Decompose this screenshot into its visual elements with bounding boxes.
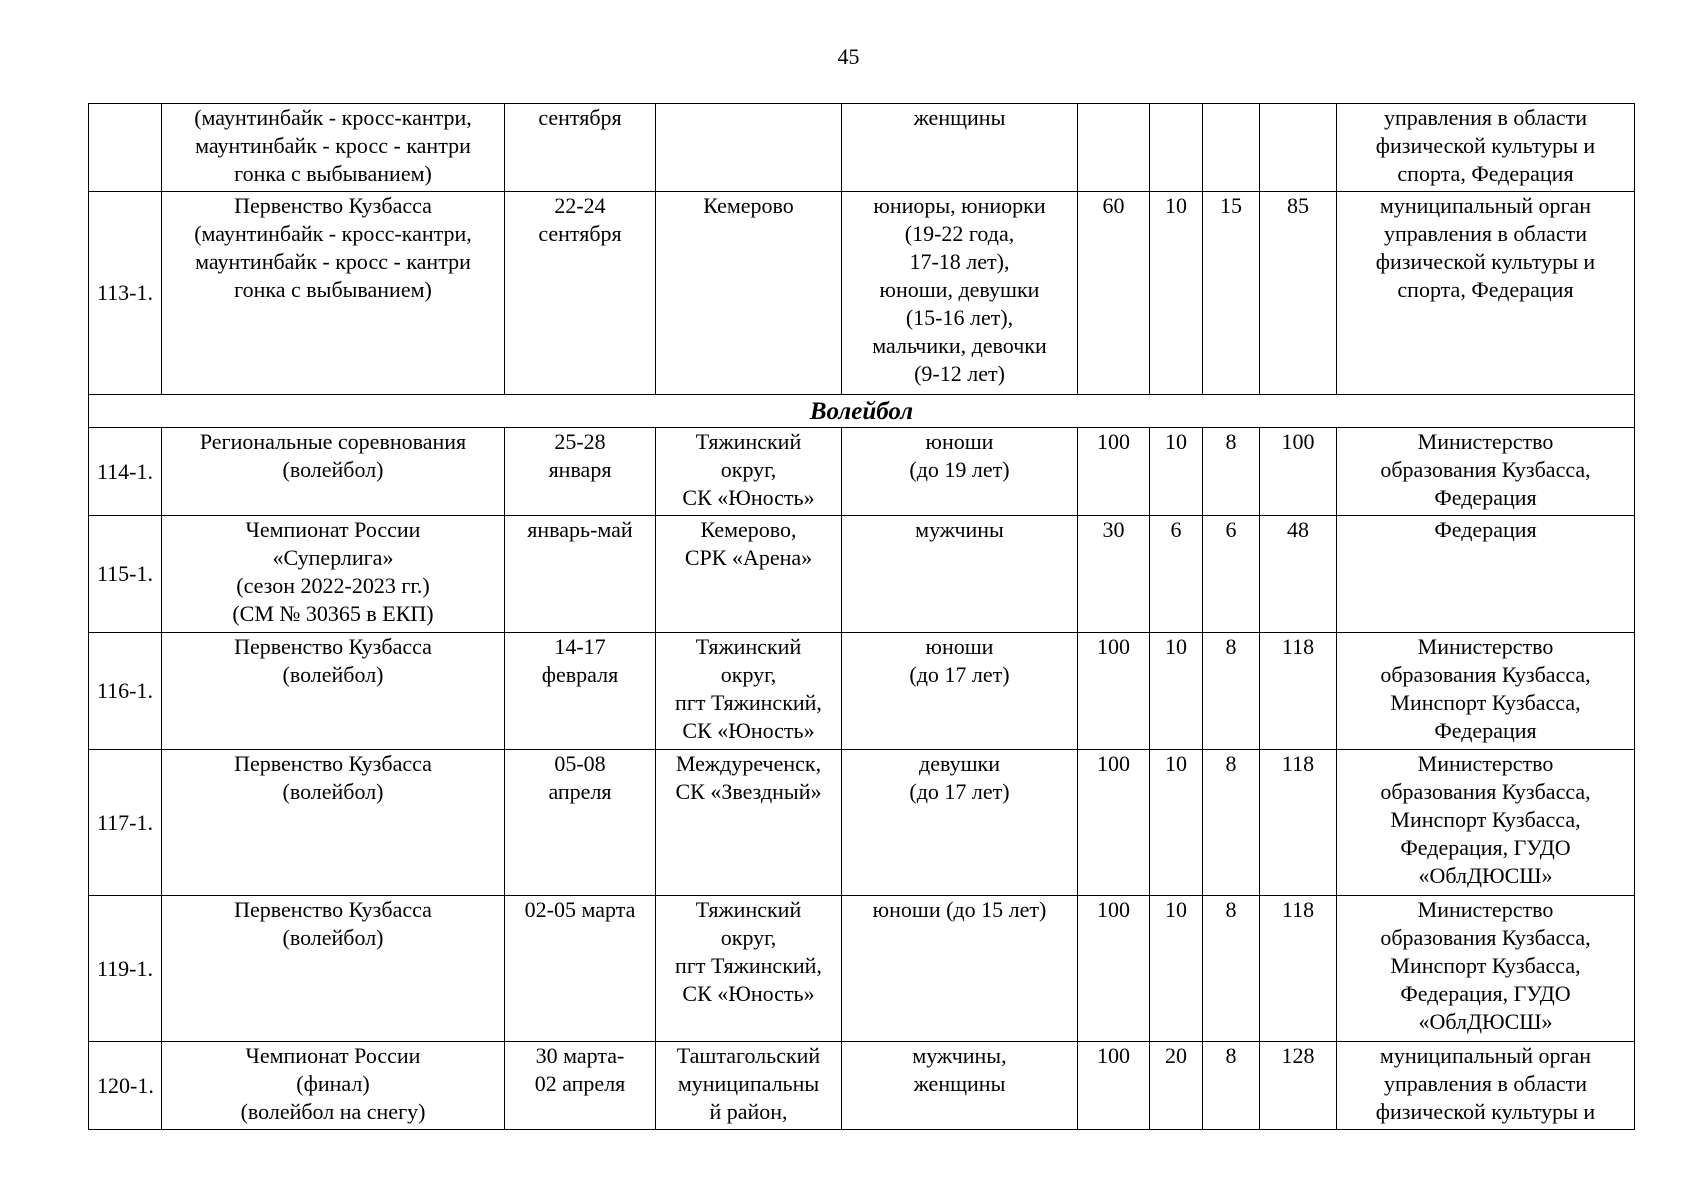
event-place — [656, 896, 842, 1042]
count-total: 118 — [1260, 896, 1337, 1042]
count-3: 15 — [1203, 192, 1260, 395]
event-number: 119-1. — [89, 896, 162, 1042]
count-1: 60 — [1078, 192, 1150, 395]
section-row — [89, 395, 1635, 428]
event-participants-line: женщины — [913, 105, 1006, 130]
table-row — [89, 104, 1635, 192]
event-place-line: Кемерово, — [700, 517, 797, 542]
event-organizer-line: спорта, Федерация — [1397, 277, 1574, 302]
event-number: 117-1. — [89, 750, 162, 896]
event-place — [656, 633, 842, 750]
event-name — [162, 104, 505, 192]
event-participants — [842, 896, 1078, 1042]
event-dates — [505, 896, 656, 1042]
event-participants-line: (до 19 лет) — [909, 457, 1010, 482]
event-organizer-line: «ОблДЮСШ» — [1418, 1009, 1553, 1034]
event-organizer — [1337, 633, 1635, 750]
event-organizer-line: Федерация — [1434, 485, 1537, 510]
count-2: 10 — [1150, 428, 1203, 516]
event-organizer-line: Министерство — [1417, 751, 1554, 776]
count-3: 8 — [1203, 750, 1260, 896]
event-name-line: (волейбол) — [282, 457, 384, 482]
event-number: 116-1. — [89, 633, 162, 750]
event-place-line: СК «Юность» — [682, 485, 815, 510]
event-organizer-line: образования Кузбасса, — [1380, 925, 1591, 950]
event-name — [162, 750, 505, 896]
count-1: 100 — [1078, 750, 1150, 896]
event-dates — [505, 192, 656, 395]
event-organizer-line: физической культуры и — [1375, 1099, 1596, 1124]
event-organizer-line: управления в области — [1384, 105, 1587, 130]
count-3 — [1203, 104, 1260, 192]
event-organizer-line: Федерация — [1434, 517, 1537, 542]
event-participants-line: юноши — [925, 634, 994, 659]
count-1: 100 — [1078, 428, 1150, 516]
event-organizer-line: Министерство — [1417, 634, 1554, 659]
event-place — [656, 750, 842, 896]
event-organizer-line: спорта, Федерация — [1397, 161, 1574, 186]
event-name — [162, 428, 505, 516]
event-name-line: Чемпионат России — [245, 517, 421, 542]
event-name-line: Первенство Кузбасса — [234, 193, 432, 218]
event-dates-line: 25-28 — [554, 429, 606, 454]
event-dates-line: 02 апреля — [534, 1071, 626, 1096]
event-dates-line: сентября — [538, 221, 622, 246]
event-participants-line: мужчины — [915, 517, 1004, 542]
event-participants — [842, 633, 1078, 750]
event-dates — [505, 428, 656, 516]
event-name — [162, 896, 505, 1042]
count-2 — [1150, 104, 1203, 192]
event-name-line: маунтинбайк - кросс - кантри — [195, 133, 471, 158]
table-row — [89, 516, 1635, 633]
count-total: 118 — [1260, 633, 1337, 750]
event-organizer-line: Министерство — [1417, 429, 1554, 454]
count-total: 100 — [1260, 428, 1337, 516]
table-row — [89, 896, 1635, 1042]
event-organizer — [1337, 896, 1635, 1042]
event-dates-line: 14-17 — [554, 634, 606, 659]
event-number: 113-1. — [89, 192, 162, 395]
count-3: 8 — [1203, 428, 1260, 516]
event-organizer — [1337, 192, 1635, 395]
event-participants — [842, 750, 1078, 896]
event-name-line: (сезон 2022-2023 гг.) — [236, 573, 430, 598]
event-organizer — [1337, 428, 1635, 516]
event-name-line: Первенство Кузбасса — [234, 751, 432, 776]
event-dates-line: апреля — [548, 779, 612, 804]
event-organizer-line: Министерство — [1417, 897, 1554, 922]
event-participants-line: девушки — [919, 751, 1000, 776]
count-total: 118 — [1260, 750, 1337, 896]
event-name-line: (волейбол) — [282, 779, 384, 804]
count-total — [1260, 104, 1337, 192]
event-place — [656, 1042, 842, 1130]
event-dates-line: января — [548, 457, 612, 482]
event-participants-line: (9-12 лет) — [914, 361, 1005, 386]
event-participants — [842, 104, 1078, 192]
event-name-line: гонка с выбыванием) — [234, 277, 432, 302]
event-place-line: пгт Тяжинский, — [675, 690, 822, 715]
event-name-line: гонка с выбыванием) — [234, 161, 432, 186]
event-number: 115-1. — [89, 516, 162, 633]
event-dates — [505, 1042, 656, 1130]
event-organizer-line: Федерация, ГУДО — [1400, 981, 1571, 1006]
event-dates — [505, 104, 656, 192]
count-3: 8 — [1203, 896, 1260, 1042]
event-organizer-line: муниципальный орган — [1379, 1043, 1592, 1068]
event-dates-line: 02-05 марта — [524, 897, 636, 922]
event-number: 120-1. — [89, 1042, 162, 1130]
table-row — [89, 750, 1635, 896]
count-1: 100 — [1078, 633, 1150, 750]
event-organizer — [1337, 104, 1635, 192]
table-row — [89, 633, 1635, 750]
event-participants-line: женщины — [913, 1071, 1006, 1096]
event-dates — [505, 750, 656, 896]
event-name-line: (волейбол на снегу) — [240, 1099, 426, 1124]
event-name-line: Региональные соревнования — [199, 429, 467, 454]
event-dates — [505, 516, 656, 633]
count-2: 10 — [1150, 192, 1203, 395]
event-dates-line: сентября — [538, 105, 622, 130]
event-place-line: Кемерово — [703, 193, 794, 218]
count-1: 30 — [1078, 516, 1150, 633]
event-dates-line: февраля — [541, 662, 619, 687]
count-1 — [1078, 104, 1150, 192]
event-organizer — [1337, 516, 1635, 633]
event-organizer-line: Федерация — [1434, 718, 1537, 743]
event-participants-line: юноши (до 15 лет) — [872, 897, 1047, 922]
event-place-line: пгт Тяжинский, — [675, 953, 822, 978]
count-2: 10 — [1150, 896, 1203, 1042]
event-place-line: й район, — [709, 1099, 788, 1124]
event-place-line: СК «Звездный» — [675, 779, 822, 804]
event-place — [656, 428, 842, 516]
event-name-line: Первенство Кузбасса — [234, 897, 432, 922]
event-name — [162, 1042, 505, 1130]
event-name-line: Первенство Кузбасса — [234, 634, 432, 659]
event-participants — [842, 516, 1078, 633]
event-place-line: Тяжинский — [695, 634, 802, 659]
count-2: 6 — [1150, 516, 1203, 633]
count-1: 100 — [1078, 1042, 1150, 1130]
table-row — [89, 192, 1635, 395]
page-number: 45 — [837, 44, 860, 69]
event-participants — [842, 428, 1078, 516]
event-place-line: СК «Юность» — [682, 981, 815, 1006]
event-participants-line: мальчики, девочки — [872, 333, 1047, 358]
event-place-line: Тяжинский — [695, 429, 802, 454]
count-2: 20 — [1150, 1042, 1203, 1130]
event-name-line: (волейбол) — [282, 662, 384, 687]
count-3: 8 — [1203, 633, 1260, 750]
event-dates-line: январь-май — [527, 517, 633, 542]
event-organizer-line: образования Кузбасса, — [1380, 457, 1591, 482]
event-organizer-line: Минспорт Кузбасса, — [1390, 690, 1581, 715]
event-dates-line: 30 марта- — [535, 1043, 625, 1068]
table-row — [89, 1042, 1635, 1130]
event-place-line: СРК «Арена» — [684, 545, 813, 570]
event-participants-line: (до 17 лет) — [909, 779, 1010, 804]
event-participants-line: (до 17 лет) — [909, 662, 1010, 687]
event-place-line: округ, — [720, 457, 777, 482]
count-2: 10 — [1150, 750, 1203, 896]
event-organizer-line: образования Кузбасса, — [1380, 662, 1591, 687]
count-2: 10 — [1150, 633, 1203, 750]
event-name — [162, 516, 505, 633]
event-name — [162, 633, 505, 750]
event-participants-line: (19-22 года, — [904, 221, 1015, 246]
event-participants — [842, 192, 1078, 395]
event-place — [656, 104, 842, 192]
event-place-line: округ, — [720, 662, 777, 687]
section-title: Волейбол — [89, 395, 1635, 428]
event-place — [656, 192, 842, 395]
event-participants-line: юноши, девушки — [879, 277, 1040, 302]
event-organizer-line: «ОблДЮСШ» — [1418, 863, 1553, 888]
event-name — [162, 192, 505, 395]
event-name-line: (маунтинбайк - кросс-кантри, — [194, 105, 472, 130]
event-place-line: округ, — [720, 925, 777, 950]
event-place-line: СК «Юность» — [682, 718, 815, 743]
event-place-line: муниципальны — [677, 1071, 820, 1096]
count-3: 8 — [1203, 1042, 1260, 1130]
event-participants-line: юниоры, юниорки — [873, 193, 1046, 218]
event-organizer-line: управления в области — [1384, 221, 1587, 246]
event-organizer-line: Минспорт Кузбасса, — [1390, 807, 1581, 832]
count-3: 6 — [1203, 516, 1260, 633]
event-organizer — [1337, 750, 1635, 896]
event-participants-line: 17-18 лет), — [909, 249, 1010, 274]
event-organizer-line: физической культуры и — [1375, 133, 1596, 158]
event-number — [89, 104, 162, 192]
event-name-line: (финал) — [296, 1071, 370, 1096]
event-participants-line: (15-16 лет), — [905, 305, 1014, 330]
event-organizer-line: Федерация, ГУДО — [1400, 835, 1571, 860]
event-organizer-line: управления в области — [1384, 1071, 1587, 1096]
event-organizer-line: Минспорт Кузбасса, — [1390, 953, 1581, 978]
event-participants — [842, 1042, 1078, 1130]
event-name-line: Чемпионат России — [245, 1043, 421, 1068]
event-organizer — [1337, 1042, 1635, 1130]
event-participants-line: юноши — [925, 429, 994, 454]
event-dates-line: 05-08 — [554, 751, 606, 776]
count-total: 85 — [1260, 192, 1337, 395]
event-name-line: (СМ № 30365 в ЕКП) — [232, 601, 434, 626]
event-name-line: (волейбол) — [282, 925, 384, 950]
event-dates — [505, 633, 656, 750]
event-name-line: «Суперлига» — [272, 545, 394, 570]
events-table — [88, 103, 1635, 1130]
event-number: 114-1. — [89, 428, 162, 516]
event-name-line: (маунтинбайк - кросс-кантри, — [194, 221, 472, 246]
event-place-line: Тяжинский — [695, 897, 802, 922]
count-1: 100 — [1078, 896, 1150, 1042]
count-total: 128 — [1260, 1042, 1337, 1130]
event-organizer-line: физической культуры и — [1375, 249, 1596, 274]
event-place-line: Междуреченск, — [675, 751, 822, 776]
event-dates-line: 22-24 — [554, 193, 606, 218]
event-organizer-line: образования Кузбасса, — [1380, 779, 1591, 804]
event-organizer-line: муниципальный орган — [1379, 193, 1592, 218]
count-total: 48 — [1260, 516, 1337, 633]
event-name-line: маунтинбайк - кросс - кантри — [195, 249, 471, 274]
event-participants-line: мужчины, — [912, 1043, 1007, 1068]
event-place-line: Таштагольский — [676, 1043, 821, 1068]
table-row — [89, 428, 1635, 516]
event-place — [656, 516, 842, 633]
